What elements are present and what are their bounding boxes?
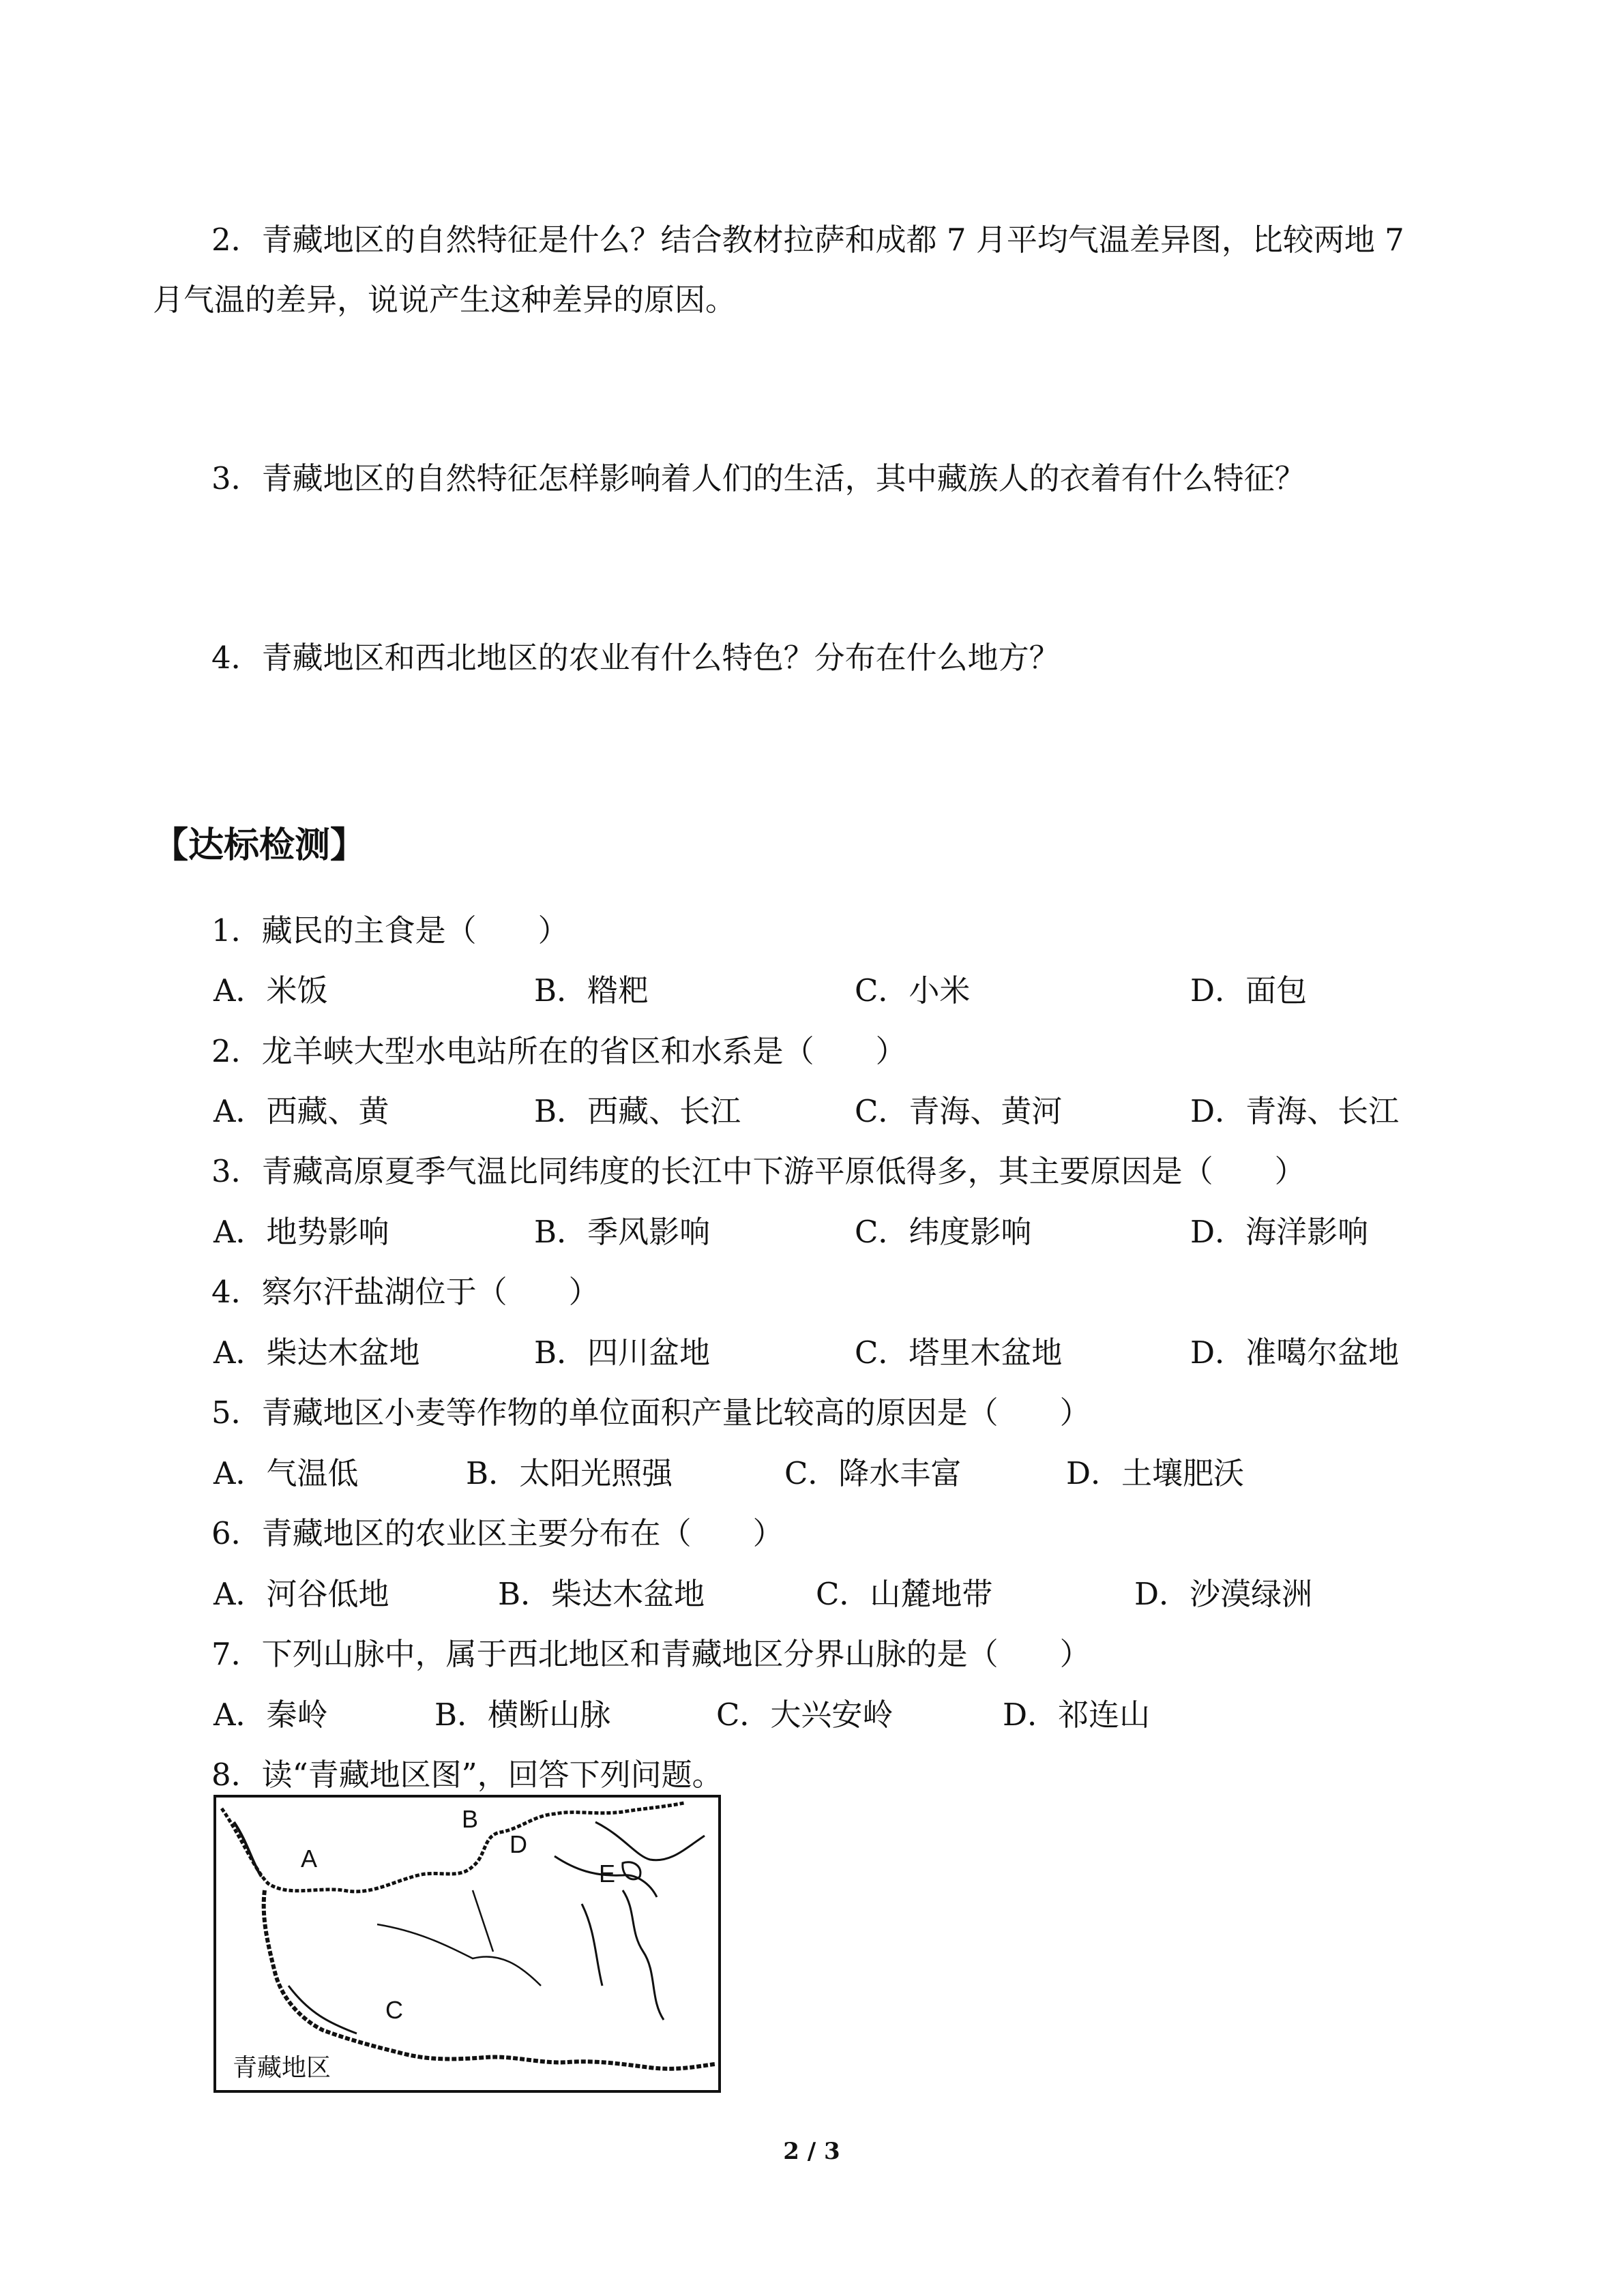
quiz-4-option-d: D．准噶尔盆地 — [1190, 1335, 1400, 1371]
quiz-1-option-d: D．面包 — [1190, 972, 1308, 1009]
quiz-question-6: 6．青藏地区的农业区主要分布在（ ） — [211, 1515, 784, 1551]
map-label-b: B — [462, 1805, 479, 1833]
map-label-e: E — [599, 1860, 616, 1888]
quiz-2-option-b: B．西藏、长江 — [534, 1093, 741, 1129]
quiz-6-option-a: A．河谷低地 — [213, 1576, 389, 1612]
quiz-7-option-d: D．祁连山 — [1003, 1697, 1151, 1733]
quiz-1-option-a: A．米饭 — [213, 972, 328, 1009]
quiz-2-option-c: C．青海、黄河 — [855, 1093, 1063, 1129]
quiz-5-option-d: D．土壤肥沃 — [1066, 1455, 1245, 1491]
quiz-question-7: 7．下列山脉中，属于西北地区和青藏地区分界山脉的是（ ） — [211, 1636, 1091, 1672]
quiz-7-option-a: A．秦岭 — [213, 1697, 328, 1733]
quiz-5-option-b: B．太阳光照强 — [466, 1455, 673, 1491]
quiz-question-1: 1．藏民的主食是（ ） — [211, 912, 569, 949]
quiz-5-option-c: C．降水丰富 — [784, 1455, 962, 1491]
quiz-3-option-a: A．地势影响 — [213, 1214, 389, 1250]
qinghai-tibet-map — [213, 1795, 721, 2093]
quiz-4-option-a: A．柴达木盆地 — [213, 1335, 420, 1371]
guide-question-3: 3．青藏地区的自然特征怎样影响着人们的生活，其中藏族人的衣着有什么特征？ — [211, 460, 1305, 496]
page-number: 2 / 3 — [783, 2138, 840, 2165]
map-label-c: C — [385, 1996, 403, 2024]
quiz-5-option-a: A．气温低 — [213, 1455, 359, 1491]
map-caption: 青藏地区 — [233, 2054, 331, 2082]
quiz-2-option-a: A．西藏、黄 — [213, 1093, 389, 1129]
quiz-1-option-b: B．糌粑 — [534, 972, 649, 1009]
quiz-question-3: 3．青藏高原夏季气温比同纬度的长江中下游平原低得多，其主要原因是（ ） — [211, 1153, 1305, 1189]
quiz-6-option-b: B．柴达木盆地 — [498, 1576, 705, 1612]
quiz-6-option-c: C．山麓地带 — [816, 1576, 993, 1612]
quiz-4-option-b: B．四川盆地 — [534, 1335, 711, 1371]
quiz-3-option-d: D．海洋影响 — [1190, 1214, 1369, 1250]
quiz-question-4: 4．察尔汗盐湖位于（ ） — [211, 1274, 600, 1310]
quiz-question-8: 8．读“青藏地区图”，回答下列问题。 — [211, 1757, 723, 1793]
quiz-7-option-c: C．大兴安岭 — [716, 1697, 894, 1733]
quiz-question-2: 2．龙羊峡大型水电站所在的省区和水系是（ ） — [211, 1033, 906, 1069]
quiz-question-5: 5．青藏地区小麦等作物的单位面积产量比较高的原因是（ ） — [211, 1395, 1091, 1431]
guide-question-2-line1: 2．青藏地区的自然特征是什么？结合教材拉萨和成都 7 月平均气温差异图，比较两地 7 — [211, 222, 1404, 258]
map-label-d: D — [510, 1830, 527, 1858]
quiz-3-option-c: C．纬度影响 — [855, 1214, 1032, 1250]
guide-question-2-line2: 月气温的差异，说说产生这种差异的原因。 — [153, 282, 737, 318]
map-frame — [215, 1796, 720, 2091]
map-label-a: A — [301, 1845, 318, 1873]
quiz-3-option-b: B．季风影响 — [534, 1214, 711, 1250]
quiz-6-option-d: D．沙漠绿洲 — [1134, 1576, 1313, 1612]
guide-question-4: 4．青藏地区和西北地区的农业有什么特色？分布在什么地方？ — [211, 640, 1060, 676]
quiz-2-option-d: D．青海、长江 — [1190, 1093, 1400, 1129]
quiz-7-option-b: B．横断山脉 — [434, 1697, 611, 1733]
quiz-1-option-c: C．小米 — [855, 972, 971, 1009]
quiz-4-option-c: C．塔里木盆地 — [855, 1335, 1063, 1371]
section-title: 【达标检测】 — [153, 825, 366, 866]
